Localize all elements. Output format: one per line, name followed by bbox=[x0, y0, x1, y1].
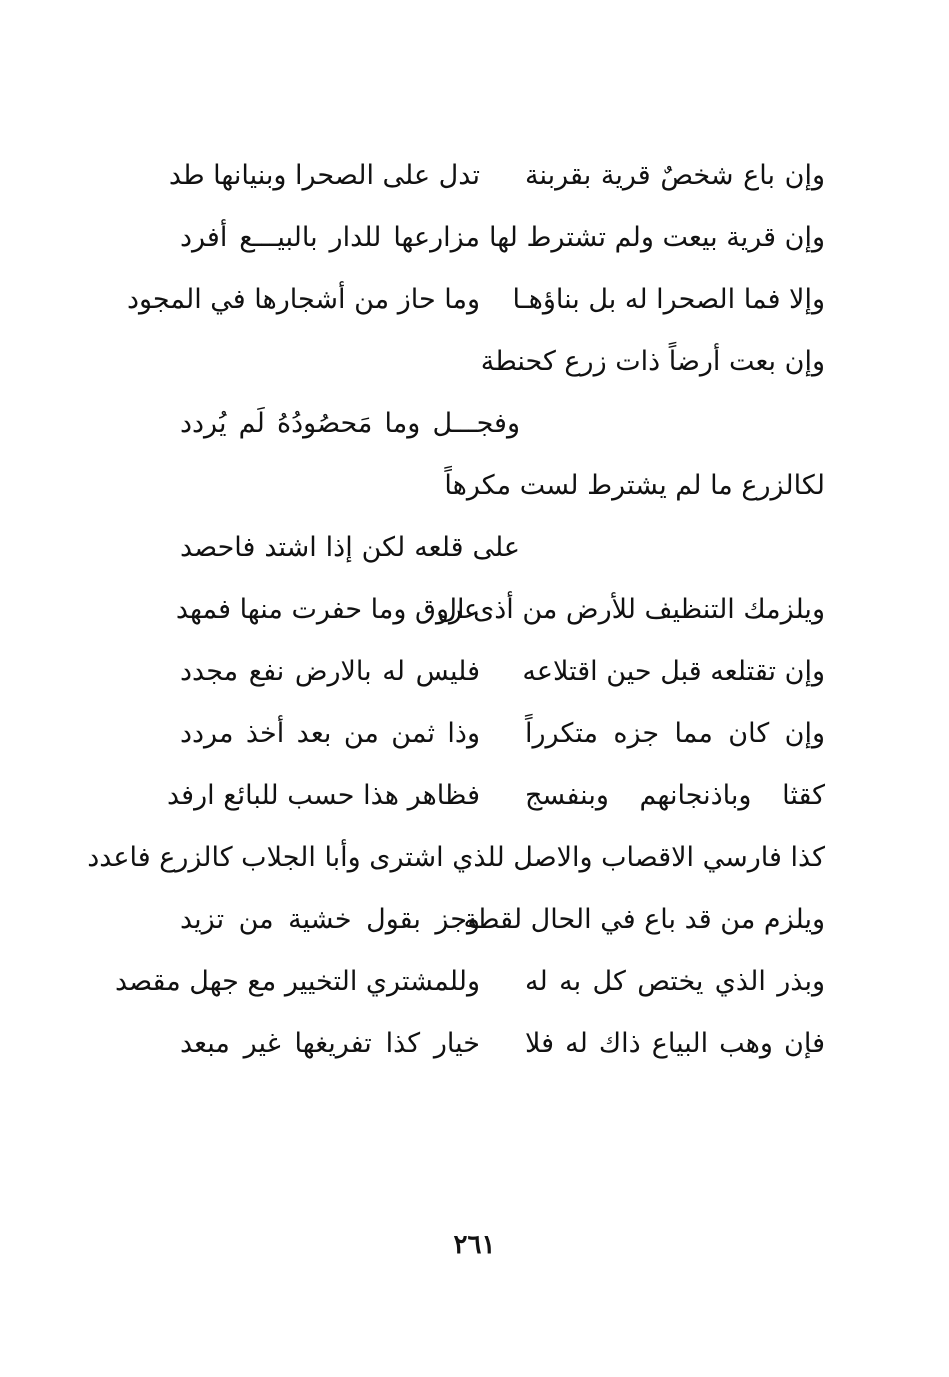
verse-right-hemistich: وإن باع شخصٌ قرية بقربنة bbox=[525, 160, 825, 191]
verse-right-hemistich: ويلزم من قد باع في الحال لقطة bbox=[463, 904, 825, 935]
verse-line bbox=[168, 145, 825, 207]
verse-line bbox=[180, 1013, 825, 1075]
verse-right-hemistich: فإن وهب البياع ذاك له فلا bbox=[525, 1028, 825, 1059]
verse-left-hemistich: وللمشتري التخيير مع جهل مقصد bbox=[114, 966, 480, 997]
verse-line bbox=[87, 827, 825, 889]
verse-left-hemistich: عروق وما حفرت منها فمهد bbox=[175, 594, 480, 625]
page-number: ٢٦١ bbox=[453, 1230, 496, 1260]
verse-line bbox=[180, 207, 825, 269]
verse-right-hemistich: وإن تقتلعه قبل حين اقتلاعه bbox=[522, 656, 825, 687]
verse-right-hemistich: وإن قرية بيعت ولم تشترط لها bbox=[488, 222, 825, 253]
verse-right-hemistich: وبذر الذي يختص كل به له bbox=[525, 966, 825, 997]
verse-left-hemistich: فليس له بالارض نفع مجدد bbox=[180, 656, 480, 687]
verse-left-hemistich: تدل على الصحرا وبنيانها طد bbox=[168, 160, 480, 191]
verse-right-hemistich: ويلزمك التنظيف للأرض من أذى ال bbox=[437, 594, 825, 625]
verse-full-line: كذا فارسي الاقصاب والاصل للذي اشترى وأبا الجلاب كالزرع فاعدد bbox=[87, 842, 825, 873]
verse-right-only-hemistich: لكالزرع ما لم يشترط لست مكرهاً bbox=[444, 470, 825, 501]
verse-line bbox=[175, 579, 825, 641]
verse-left-only-hemistich: على قلعه لكن إذا اشتد فاحصد bbox=[180, 532, 520, 563]
poem-body bbox=[87, 145, 825, 1075]
verse-line bbox=[167, 765, 825, 827]
verse-line bbox=[180, 393, 825, 455]
verse-left-hemistich: فظاهر هذا حسب للبائع ارفد bbox=[167, 780, 480, 811]
verse-left-only-hemistich: وفجـــل وما مَحصُودُهُ لَم يُردد bbox=[180, 408, 520, 439]
verse-line bbox=[180, 455, 825, 517]
verse-line bbox=[180, 889, 825, 951]
verse-line bbox=[180, 331, 825, 393]
verse-line bbox=[180, 517, 825, 579]
verse-left-hemistich: خيار كذا تفريغها غير مبعد bbox=[180, 1028, 480, 1059]
verse-right-hemistich: كقثا وباذنجانهم وبنفسج bbox=[525, 780, 825, 811]
verse-left-hemistich: وذا ثمن من بعد أخذ مردد bbox=[180, 718, 480, 749]
verse-right-hemistich: وإن كان مما جزه متكرراً bbox=[525, 718, 825, 749]
verse-right-only-hemistich: وإن بعت أرضاً ذات زرع كحنطة bbox=[480, 346, 825, 377]
verse-line bbox=[126, 269, 825, 331]
verse-right-hemistich: وإلا فما الصحرا له بل بناؤهـا bbox=[512, 284, 825, 315]
verse-left-hemistich: وما حاز من أشجارها في المجود bbox=[126, 284, 480, 315]
verse-left-hemistich: وجز بقول خشية من تزيد bbox=[180, 904, 480, 935]
verse-line bbox=[180, 641, 825, 703]
verse-left-hemistich: مزارعها للدار بالبيـــع أفرد bbox=[180, 222, 480, 253]
verse-line bbox=[114, 951, 825, 1013]
verse-line bbox=[180, 703, 825, 765]
